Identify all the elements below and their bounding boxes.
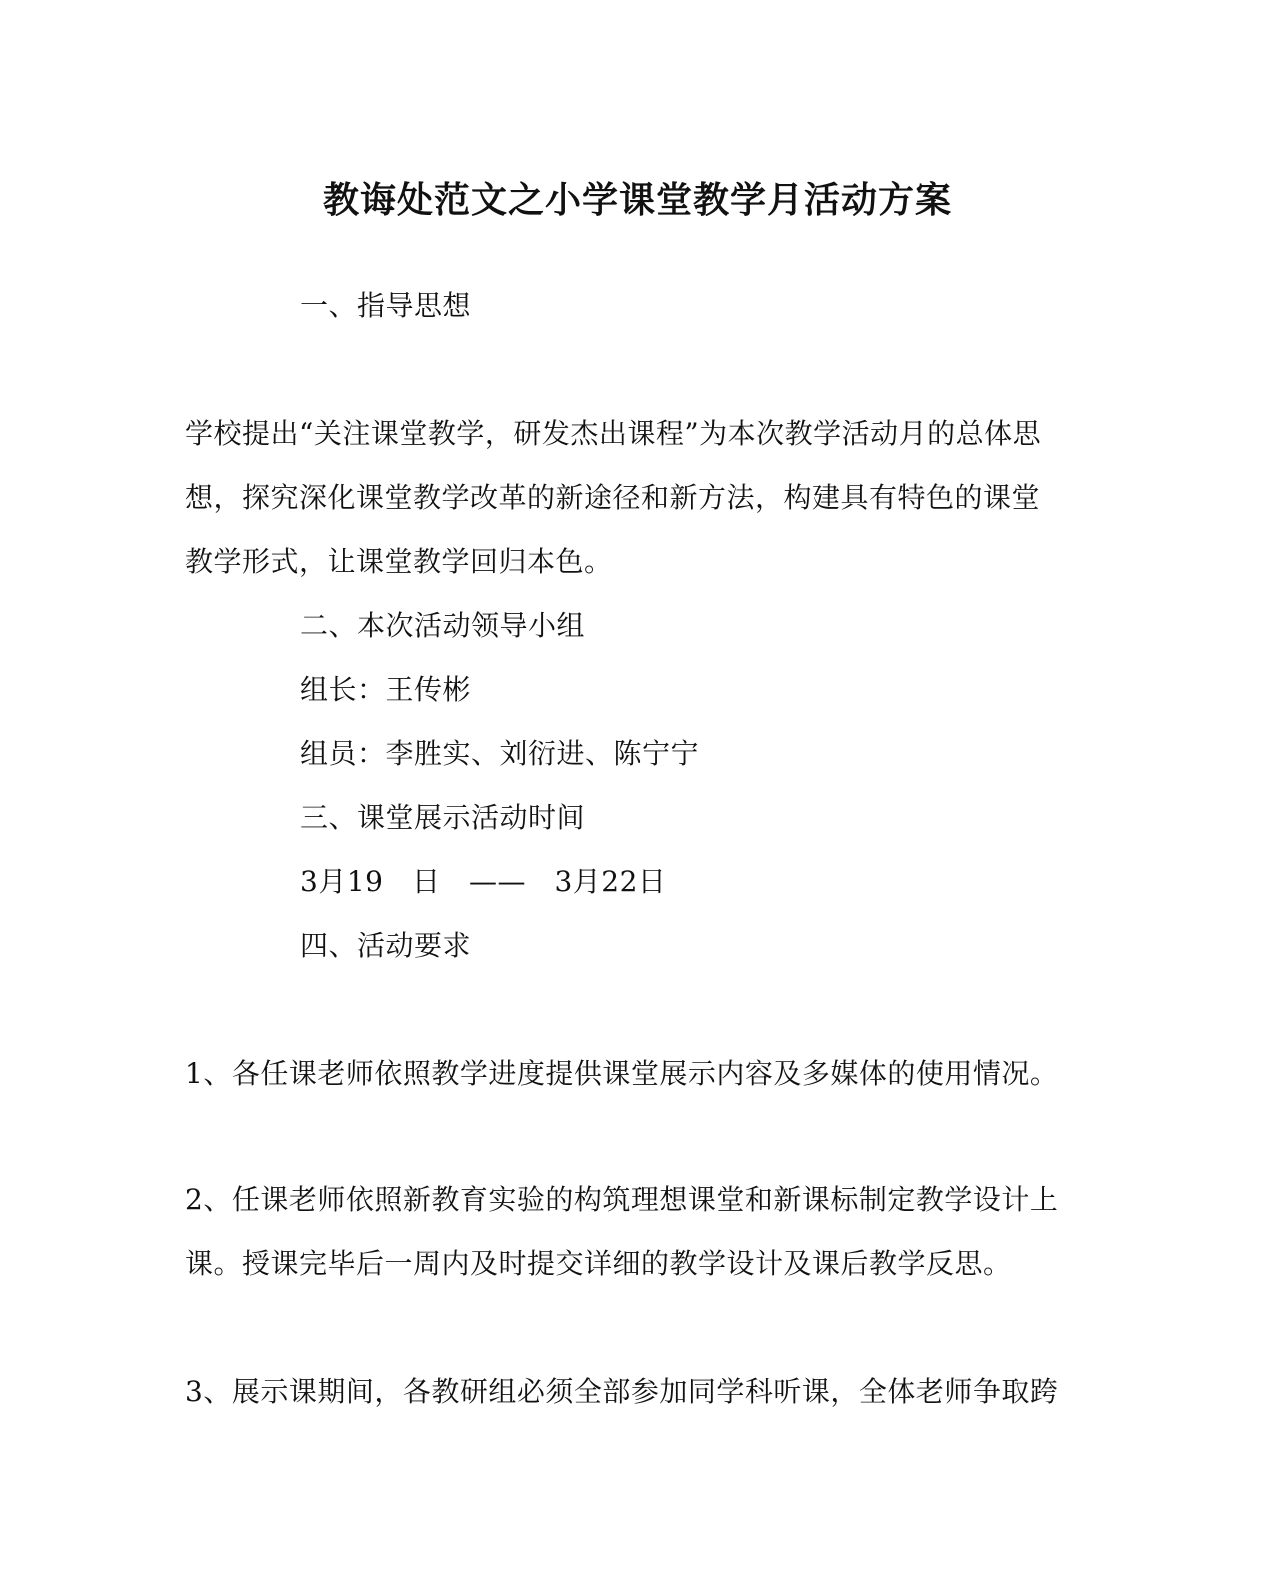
section-heading-activity-time: 三、课堂展示活动时间 [300,801,586,834]
paragraph-line: 教学形式，让课堂教学回归本色。 [185,545,613,578]
group-members: 组员：李胜实、刘衍进、陈宁宁 [300,737,700,770]
paragraph-line: 想，探究深化课堂教学改革的新途径和新方法，构建具有特色的课堂 [185,481,1041,514]
section-heading-guiding-ideology: 一、指导思想 [300,289,472,322]
paragraph-line: 学校提出“关注课堂教学，研发杰出课程”为本次教学活动月的总体思 [185,417,1042,450]
activity-time-range: 3月19 日 —— 3月22日 [300,865,667,898]
requirement-item: 1、各任课老师依照教学进度提供课堂展示内容及多媒体的使用情况。 [185,1057,1059,1090]
section-heading-requirements: 四、活动要求 [300,929,472,962]
group-leader: 组长：王传彬 [300,673,472,706]
requirement-item: 3、展示课期间，各教研组必须全部参加同学科听课，全体老师争取跨 [185,1375,1059,1408]
requirement-item-continued: 课。授课完毕后一周内及时提交详细的教学设计及课后教学反思。 [185,1247,1012,1280]
section-heading-leadership-group: 二、本次活动领导小组 [300,609,586,642]
requirement-item: 2、任课老师依照新教育实验的构筑理想课堂和新课标制定教学设计上 [185,1183,1059,1216]
document-title: 教诲处范文之小学课堂教学月活动方案 [322,179,952,221]
